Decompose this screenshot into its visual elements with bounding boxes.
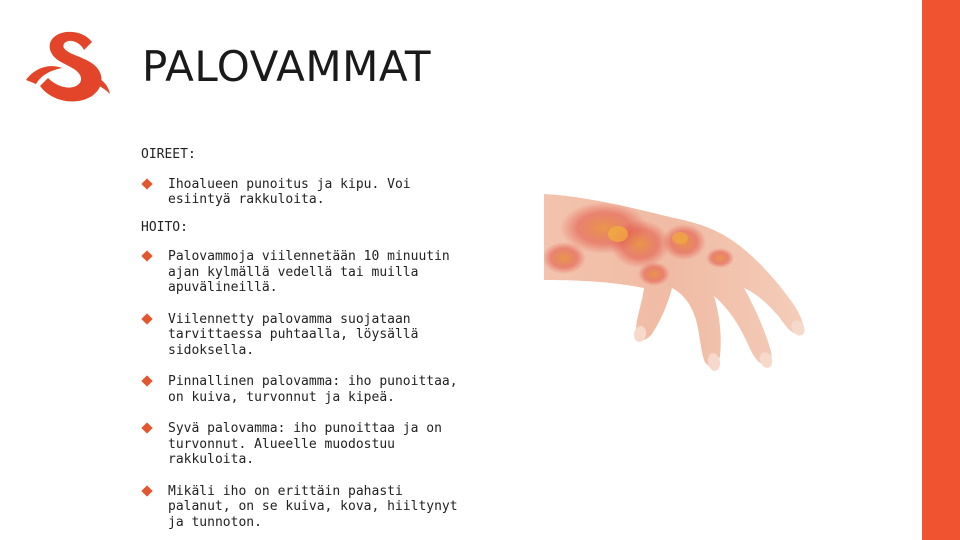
burned-hand-photo (544, 188, 840, 384)
s-logo-icon (22, 28, 114, 110)
list-item-text: Palovammoja viilennetään 10 minuutin ajan kylmällä vedellä tai muilla apuvälineillä. (168, 249, 450, 295)
symptoms-label: OIREET: (141, 147, 196, 162)
list-item-text: Mikäli iho on erittäin pahasti palanut, on se kuiva, kova, hiiltynyt ja tunnoton. (168, 483, 458, 530)
diamond-bullet-icon (141, 313, 152, 324)
list-item-text: Ihoalueen punoitus ja kipu. Voi esiintyä rakkuloita. (168, 176, 411, 207)
diamond-bullet-icon (141, 485, 152, 496)
list-item-text: Syvä palovamma: iho punoittaa ja on turvonnut. Alueelle muodostuu rakkuloita. (168, 421, 442, 467)
list-item (141, 249, 471, 296)
list-item (141, 421, 471, 468)
list-item (141, 177, 471, 208)
list-item (141, 312, 471, 359)
content-body (141, 147, 471, 530)
treatment-list (141, 249, 471, 530)
symptoms-list (141, 177, 471, 208)
list-item-text: Pinnallinen palovamma: iho punoittaa, on kuiva, turvonnut ja kipeä. (168, 374, 458, 405)
diamond-bullet-icon (141, 250, 152, 261)
accent-bar (922, 0, 960, 540)
list-item-text: Viilennetty palovamma suojataan tarvittaessa puhtaalla, löysällä sidoksella. (168, 311, 419, 358)
list-item (141, 374, 471, 405)
diamond-bullet-icon (141, 422, 152, 433)
page-title: PALOVAMMAT (142, 42, 431, 91)
diamond-bullet-icon (141, 178, 152, 189)
diamond-bullet-icon (141, 375, 152, 386)
list-item (141, 484, 471, 531)
treatment-label: HOITO: (141, 219, 188, 235)
